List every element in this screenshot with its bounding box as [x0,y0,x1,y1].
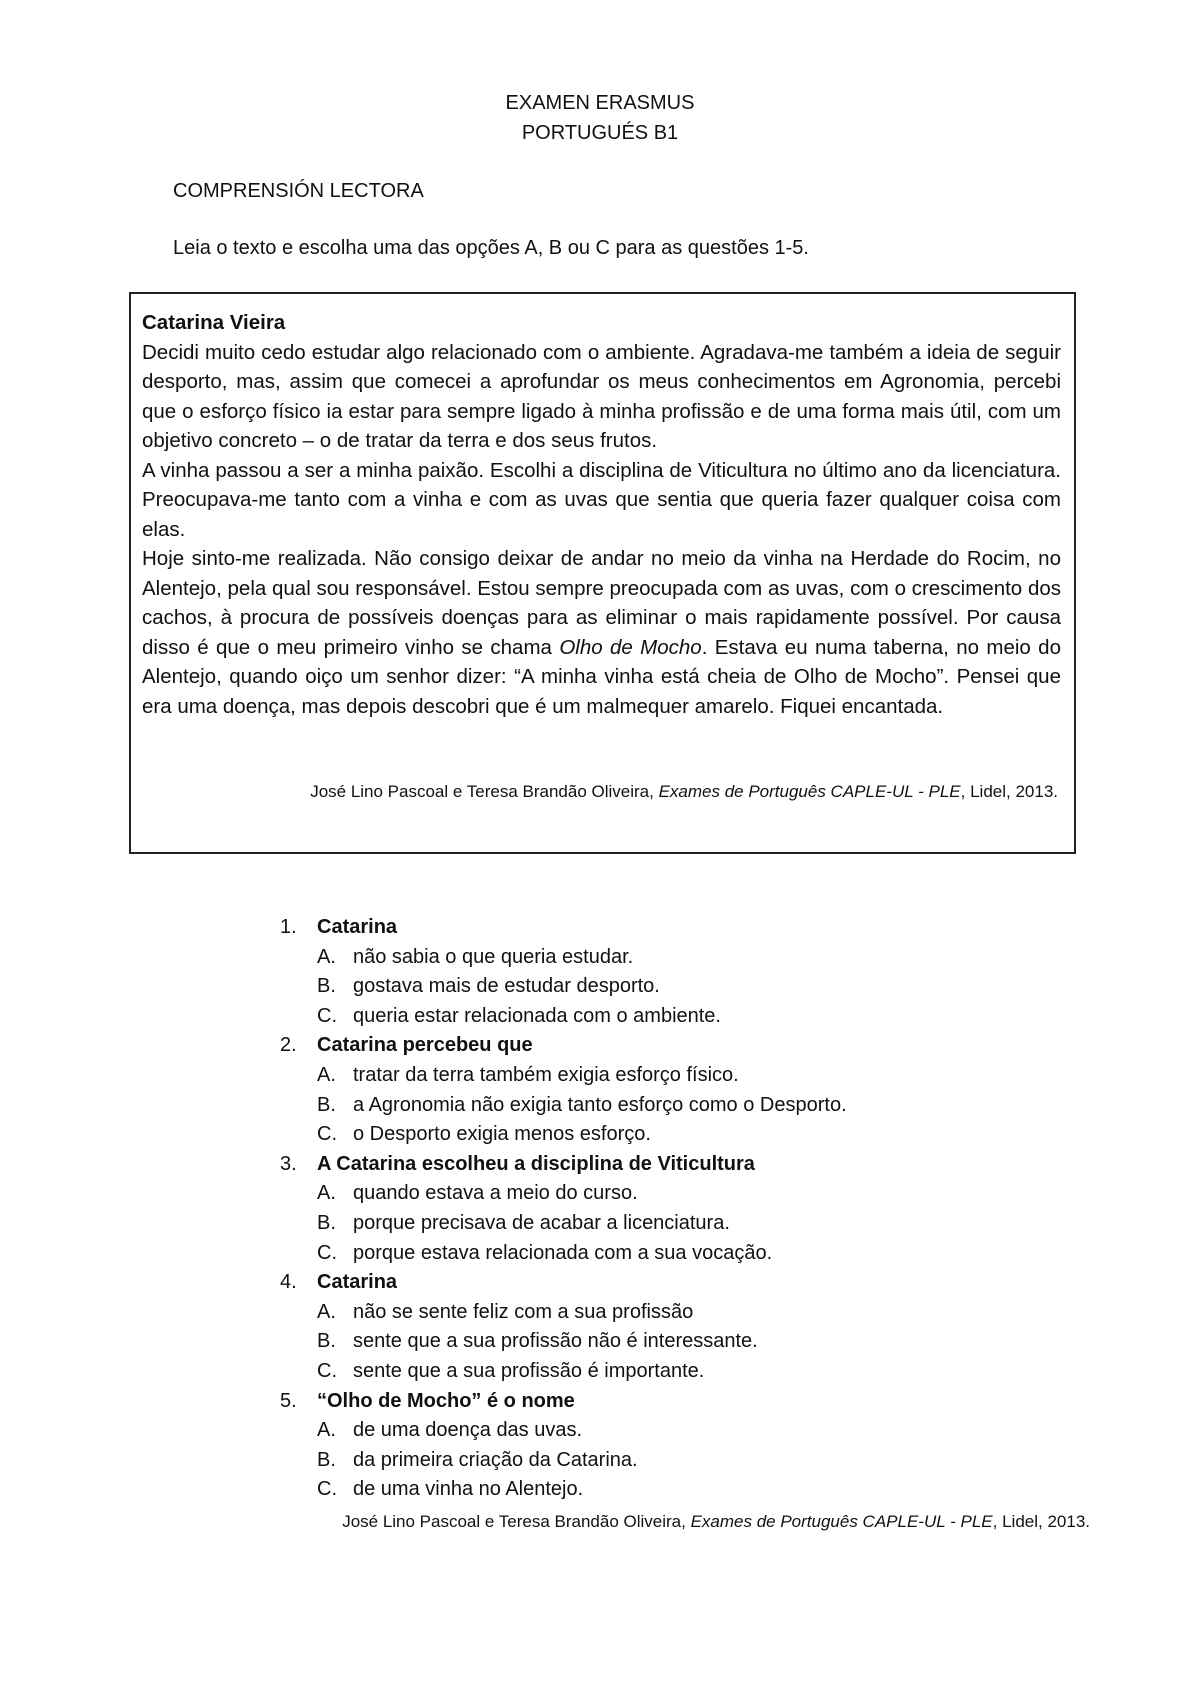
source-publisher: , Lidel, 2013. [960,782,1058,801]
option-text: da primeira criação da Catarina. [353,1448,638,1471]
question-text: Catarina [317,1271,398,1294]
footer-source-authors: José Lino Pascoal e Teresa Brandão Oliveira, [342,1512,691,1531]
options-list [280,1179,1100,1268]
option[interactable] [317,1091,1100,1121]
question-text: Catarina [317,916,398,938]
question-text: A Catarina escolheu a disciplina de Viticultura [317,1152,755,1175]
option[interactable] [317,972,1100,1002]
question-number: 3. [280,1152,297,1175]
option-letter: B. [317,1448,336,1471]
option-letter: C. [317,1123,337,1146]
document-title: EXAMEN ERASMUS [505,92,695,114]
option-text: quando estava a meio do curso. [353,1182,638,1205]
option[interactable] [317,1357,1100,1387]
reading-passage [142,308,1061,721]
option-text: porque estava relacionada com a sua vocação. [353,1241,773,1264]
passage-paragraph-3 [142,544,1061,721]
question [280,1031,1100,1149]
option-letter: C. [317,1241,337,1264]
option[interactable] [317,1327,1100,1357]
option[interactable] [317,1120,1100,1150]
option-text: o Desporto exigia menos esforço. [353,1123,651,1146]
option-letter: A. [317,1300,336,1323]
option[interactable] [317,1446,1100,1476]
option[interactable] [317,1061,1100,1091]
reading-passage-box [129,292,1076,854]
option-letter: C. [317,1004,337,1027]
option-letter: B. [317,1330,336,1353]
wine-name: Olho de Mocho [559,635,702,659]
option[interactable] [317,1002,1100,1032]
passage-paragraph-1: Decidi muito cedo estudar algo relacionado com o ambiente. Agradava-me também a ideia de seguir desporto, mas, assim que comecei a aprofundar os meus conhecimentos em Agronomia, percebi que o esforço físico ia estar para sempre ligado à minha profissão e de uma forma mais útil, com um objetivo concreto – o de tratar da terra e dos seus frutos. [142,340,1061,452]
option-text: sente que a sua profissão não é interessante. [353,1330,758,1353]
section-title: COMPRENSIÓN LECTORA [173,180,424,202]
option-letter: B. [317,975,336,998]
question-number: 4. [280,1271,297,1294]
question [280,913,1100,1031]
option-text: não se sente feliz com a sua profissão [353,1300,694,1323]
option-letter: B. [317,1211,336,1234]
option[interactable] [317,943,1100,973]
option-letter: C. [317,1478,337,1501]
option-letter: A. [317,1182,336,1205]
option[interactable] [317,1179,1100,1209]
passage-paragraph-3-text-b: . Estava eu numa taberna, no meio do Alentejo, quando oiço um senhor dizer: “A minha vinha está cheia de Olho de Mocho”. Pensei que era uma doença, mas depois descobri que é um malmequer amarelo. Fiquei encantada. [142,635,1061,718]
question-stem [280,1387,1100,1417]
question-number: 2. [280,1034,297,1057]
option-letter: A. [317,1063,336,1086]
footer-source-publisher: , Lidel, 2013. [992,1512,1090,1531]
option-text: de uma vinha no Alentejo. [353,1478,584,1501]
option-letter: A. [317,945,336,968]
footer-source-title: Exames de Português CAPLE-UL - PLE [690,1512,993,1531]
option-text: sente que a sua profissão é importante. [353,1359,705,1382]
option[interactable] [317,1475,1100,1505]
question [280,1150,1100,1268]
option-letter: B. [317,1093,336,1116]
option-text: tratar da terra também exigia esforço físico. [353,1063,739,1086]
question [280,1387,1100,1505]
passage-author: Catarina Vieira [142,311,286,334]
options-list [280,943,1100,1032]
option-text: a Agronomia não exigia tanto esforço como o Desporto. [353,1093,847,1116]
options-list [280,1298,1100,1387]
footer-source [330,1508,1090,1535]
option-letter: A. [317,1419,336,1442]
option-text: não sabia o que queria estudar. [353,945,634,968]
question-text: Catarina percebeu que [317,1034,533,1057]
question-stem [280,1150,1100,1180]
option[interactable] [317,1209,1100,1239]
question-stem [280,1268,1100,1298]
option[interactable] [317,1416,1100,1446]
option[interactable] [317,1298,1100,1328]
question [280,1268,1100,1386]
question-number: 1. [280,916,297,938]
passage-source [310,780,1058,804]
option-text: gostava mais de estudar desporto. [353,975,660,998]
document-subtitle: PORTUGUÉS B1 [521,122,679,144]
question-stem [280,913,1100,943]
question-text: “Olho de Mocho” é o nome [317,1389,575,1412]
option-text: porque precisava de acabar a licenciatura. [353,1211,730,1234]
source-title: Exames de Português CAPLE-UL - PLE [658,782,961,801]
instructions: Leia o texto e escolha uma das opções A, B ou C para as questões 1-5. [173,237,809,259]
option[interactable] [317,1239,1100,1269]
option-text: de uma doença das uvas. [353,1419,583,1442]
options-list [280,1061,1100,1150]
option-text: queria estar relacionada com o ambiente. [353,1004,721,1027]
source-authors: José Lino Pascoal e Teresa Brandão Oliveira, [310,782,659,801]
options-list [280,1416,1100,1505]
questions-list [280,913,1100,1505]
passage-paragraph-3-text-a: Hoje sinto-me realizada. Não consigo deixar de andar no meio da vinha na Herdade do Rocim, no Alentejo, pela qual sou responsável. Estou sempre preocupada com as uvas, com o crescimento dos cachos, à procura de possíveis doenças para as eliminar o mais rapidamente possível. Por causa disso é que o meu primeiro vinho se chama [142,547,1061,659]
option-letter: C. [317,1359,337,1382]
passage-paragraph-2: A vinha passou a ser a minha paixão. Escolhi a disciplina de Viticultura no último ano da licenciatura. Preocupava-me tanto com a vinha e com as uvas que sentia que queria fazer qualquer coisa com elas. [142,458,1061,541]
question-number: 5. [280,1389,297,1412]
question-stem [280,1031,1100,1061]
